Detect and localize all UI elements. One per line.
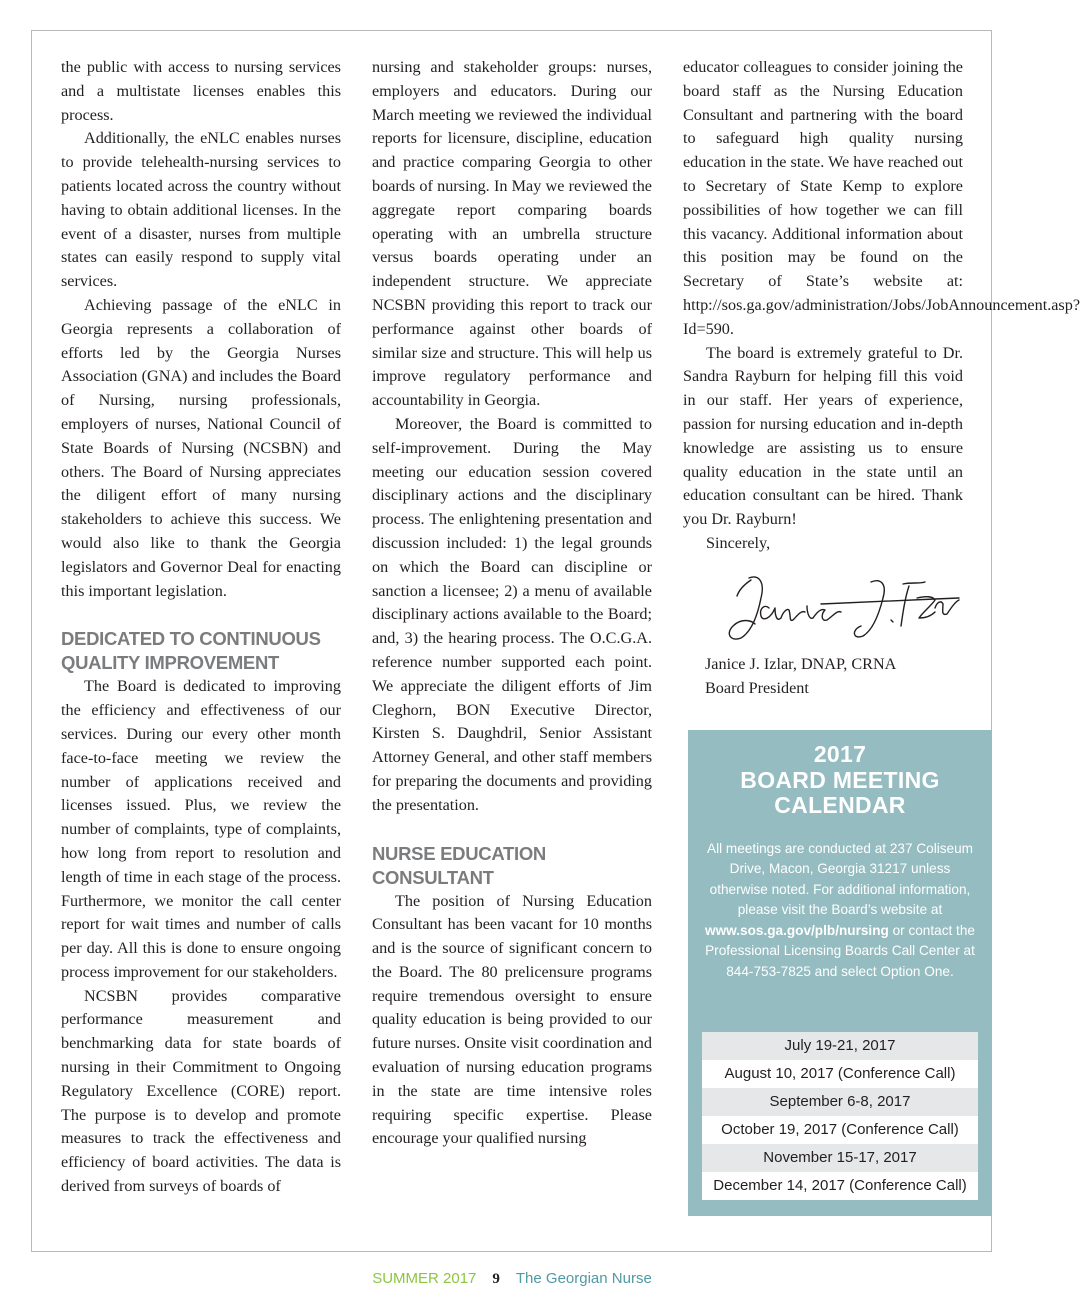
meeting-date: December 14, 2017 (Conference Call)	[702, 1172, 978, 1200]
meeting-date: October 19, 2017 (Conference Call)	[702, 1116, 978, 1144]
paragraph: educator colleagues to consider joining the board staff as the Nursing Education Consultant and partnering with the board to safeguard high quality nursing education in the state. We have reached out to Secretary of State Kemp to explore possibilities of how together we can fill this vacancy. Additional information about this position may be found on the Secretary of State’s website at: http://sos.ga.gov/administration/Jobs/JobAnnouncement.asp?Id=590.	[683, 58, 1080, 338]
signer-name: Janice J. Izlar, DNAP, CRNA	[705, 654, 897, 673]
calendar-info-text: All meetings are conducted at 237 Coliseum Drive, Macon, Georgia 31217 unless otherwise noted. For additional information, please visit the Board’s website at	[707, 840, 973, 917]
page-number: 9	[492, 1271, 500, 1287]
meeting-date: November 15-17, 2017	[702, 1144, 978, 1172]
paragraph: NCSBN provides comparative performance measurement and benchmarking data for state boards of nursing in their Commitment to Ongoing Regulatory Excellence (CORE) report. The purpose is to develop and promote measures to track the effectiveness and efficiency of board activities. The data is derived from surveys of boards of	[61, 986, 341, 1196]
calendar-title-line: BOARD MEETING	[740, 766, 940, 793]
meeting-dates-list	[702, 1032, 978, 1200]
paragraph: the public with access to nursing services and a multistate licenses enables this process.	[61, 58, 341, 124]
issue-label: SUMMER 2017	[372, 1270, 477, 1287]
page-footer	[0, 1268, 1024, 1290]
section-heading-nurse-education-consultant: NURSE EDUCATION CONSULTANT	[372, 842, 546, 888]
calendar-title	[688, 742, 992, 819]
paragraph: The board is extremely grateful to Dr. Sandra Rayburn for helping fill this void in our staff. Her years of experience, passion for nursing education and in-depth knowledge are assisting us to ensure quality education in the state until an education consultant can be hired. Thank you Dr. Rayburn!	[683, 343, 963, 529]
meeting-date: August 10, 2017 (Conference Call)	[702, 1060, 978, 1088]
meeting-date: September 6-8, 2017	[702, 1088, 978, 1116]
calendar-title-year: 2017	[813, 741, 867, 767]
board-meeting-calendar	[688, 730, 992, 1216]
paragraph: nursing and stakeholder groups: nurses, employers and educators. During our March meeting we reviewed the individual reports for licensure, discipline, education and practice comparing Georgia to other boards of nursing. In May we reviewed the aggregate report comparing boards operating with an umbrella structure versus boards operating under an independent structure. We appreciate NCSBN providing this report to track our performance against other boards of similar size and structure. This will help us improve regulatory performance and accountability in Georgia.	[372, 58, 652, 410]
calendar-info	[704, 839, 976, 983]
article-column-1	[61, 56, 341, 1199]
board-website-link[interactable]: www.sos.ga.gov/plb/nursing	[705, 922, 889, 938]
paragraph: Moreover, the Board is committed to self-improvement. During the May meeting our education session covered disciplinary actions and the disciplinary process. The enlightening presentation and discussion included: 1) the legal grounds on which the Board can discipline or sanction a licensee; 2) a menu of available disciplinary actions available to the Board; and, 3) the hearing process. The O.C.G.A. reference number supported each point. We appreciate the diligent efforts of Jim Cleghorn, BON Executive Director, Kirsten S. Daughdril, Senior Assistant Attorney General, and other staff members for preparing the documents and providing the presentation.	[372, 414, 652, 814]
paragraph: Achieving passage of the eNLC in Georgia represents a collaboration of efforts led by the Georgia Nurses Association (GNA) and includes the Board of Nursing, nursing professionals, employers of nurses, National Council of State Boards of Nursing (NCSBN) and others. The Board of Nursing appreciates the diligent effort of many nursing stakeholders to achieve this success. We would also like to thank the Georgia legislators and Governor Deal for enacting this important legislation.	[61, 295, 341, 600]
meeting-date: July 19-21, 2017	[702, 1032, 978, 1060]
calendar-info-text: or contact the Professional Licensing Boards Call Center at 844-753-7825 and select Option One.	[705, 922, 975, 979]
paragraph: The position of Nursing Education Consultant has been vacant for 10 months and is the source of significant concern to the Board. The 80 prelicensure programs require tremendous oversight to ensure quality education is being provided to our future nurses. Onsite visit coordination and evaluation of nursing education programs in the state are time intensive roles requiring specific expertise. Please encourage your qualified nursing	[372, 891, 652, 1148]
section-heading-quality-improvement: DEDICATED TO CONTINUOUS QUALITY IMPROVEMENT	[61, 628, 321, 674]
publication-name: The Georgian Nurse	[515, 1270, 652, 1287]
article-column-2	[372, 56, 652, 1151]
article-column-3	[683, 56, 1080, 700]
signoff-block	[705, 652, 963, 700]
signer-title: Board President	[705, 678, 809, 697]
handwritten-signature	[721, 568, 961, 646]
calendar-title-line: CALENDAR	[774, 792, 906, 818]
paragraph: Additionally, the eNLC enables nurses to provide telehealth-nursing services to patients located across the country without having to obtain additional licenses. In the event of a disaster, nurses from multiple states can easily respond to supply vital services.	[61, 129, 341, 291]
closing-salutation: Sincerely,	[706, 533, 771, 552]
paragraph: The Board is dedicated to improving the efficiency and effectiveness of our services. During our every other month face-to-face meeting we review the number of applications received and licenses issued. Plus, we review the number of complaints, type of complaints, how long from report to resolution and length of time in each stage of the process. Furthermore, we monitor the call center report for wait times and number of calls per day. All this is done to ensure ongoing process improvement for our stakeholders.	[61, 677, 341, 981]
